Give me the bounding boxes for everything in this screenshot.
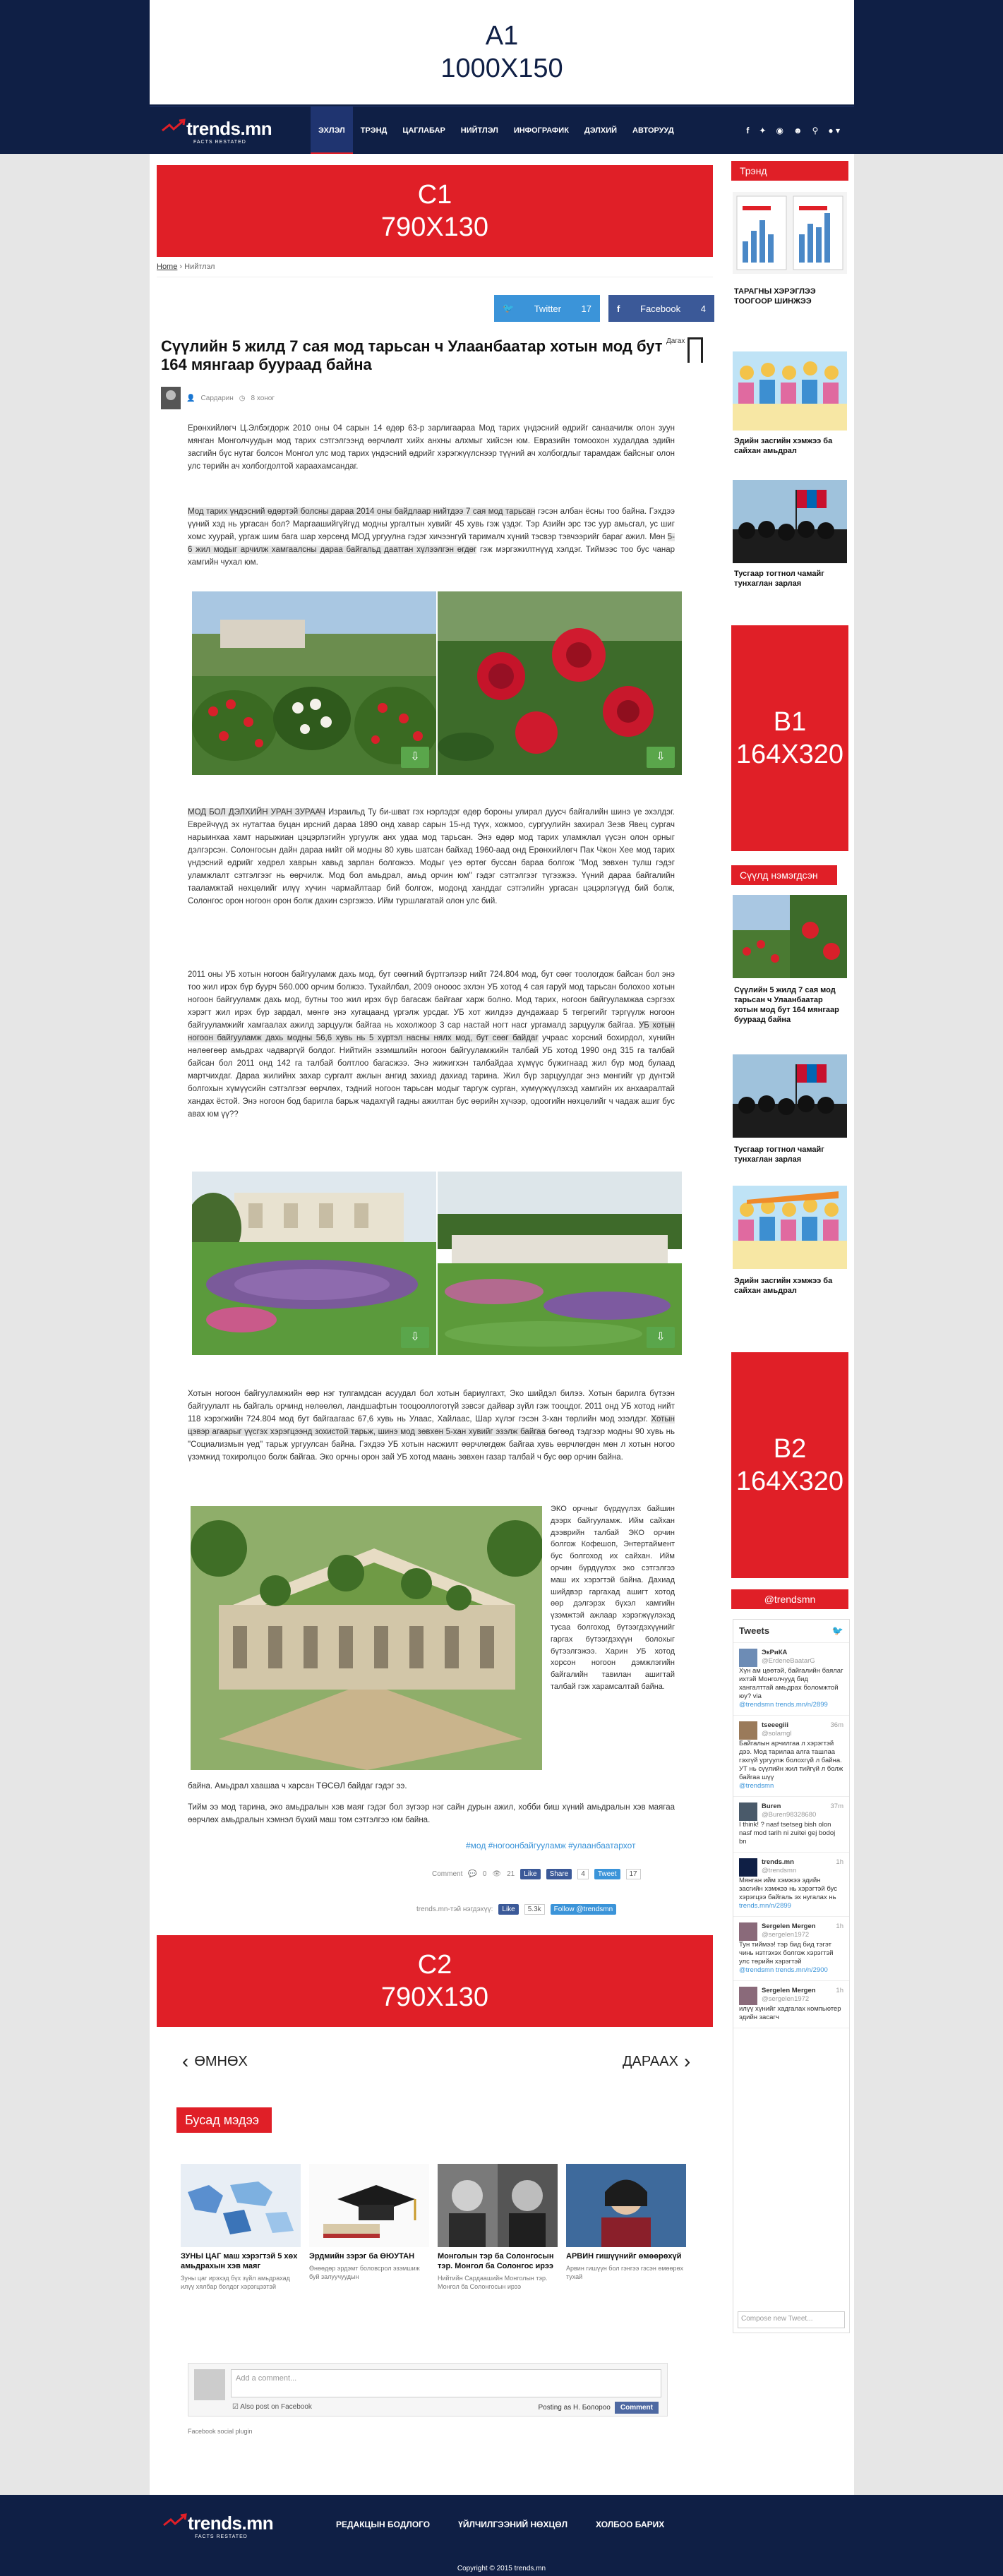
related-title-2: Эрдмийн зэрэг ба ӨЮУТАН [309, 2252, 415, 2261]
article-date: 8 хоног [251, 394, 275, 402]
nav-items [311, 107, 682, 155]
article-subheading[interactable]: МОД БОЛ ДЭЛХИЙН УРАН ЗУРААЧ [188, 808, 325, 817]
related-title-3: Монголын тэр ба Солонгосын тэр. Монгол ба Солонгос ирээ [438, 2252, 554, 2270]
footer-links [336, 2520, 664, 2529]
tweet-text: илүү хүнийг хадгалах компьютер эдийн засагч [739, 2005, 841, 2021]
comment-icon: 💬 [468, 1870, 477, 1878]
ad-c2-size: 790X130 [380, 1982, 489, 2012]
fb-share-count: 4 [577, 1869, 589, 1879]
sidebar-latest-thumb-3[interactable] [733, 1186, 847, 1269]
twitter-widget [733, 1619, 850, 2333]
footer-copyright: Copyright © 2015 trends.mn [457, 2565, 546, 2572]
tweets-header [733, 1620, 849, 1643]
tweet-item[interactable] [733, 1981, 849, 2028]
nav-item-infographic[interactable]: ИНФОГРАФИК [513, 126, 569, 135]
comment-link[interactable]: Comment [432, 1870, 463, 1878]
fb-like-button[interactable]: Like [520, 1869, 540, 1879]
breadcrumb [157, 263, 215, 271]
ad-b1[interactable] [731, 625, 848, 851]
related-excerpt-1: Зуны цаг ирэхэд бүх зүйл амьдрахад илүү хялбар болдог хэрэгцээтэй [181, 2275, 290, 2290]
comment-post-area [539, 2402, 659, 2414]
also-post-checkbox[interactable]: ☑ Also post on Facebook [232, 2403, 312, 2411]
article-paragraph-4 [188, 968, 675, 1121]
sidebar-latest-heading: Сүүлд нэмэгдсэн [731, 865, 837, 885]
nav-item-tsaglabar[interactable]: ЦАГЛАБАР [402, 126, 445, 135]
tweet-text: Байгалын арчилгаа л хэрэгтэй дээ. Мод тарилаа алга ташлаа гэхгүй ургуулж болохгүй л байна. УТ нь сүүлийн жил тийгүй л болж байгаа шүү [739, 1740, 843, 1781]
article-text-2a: гэсэн албан ёсны тоо байна. Гэхдээ үүний хэд нь ургасан бол? Маргаашийгүйгүд модны ургалтын хувийг 45 хувь гэж үздэг. Тэр Азийн эрс тэс уур амьсгал, ус шиг хомс хуурай, ургаж шим бага шар хөрсөнд МОД ургуулна гэдэг хичээнгүй тарималч хүний тэсвэр тэвчээрийг бараг ажил. Мөн [188, 507, 675, 541]
tweet-avatar [739, 1987, 757, 2005]
flag-crowd-image [733, 480, 847, 563]
prev-article-link[interactable] [182, 2050, 248, 2073]
tweet-item[interactable] [733, 1853, 849, 1917]
article-text-4a: 2011 оны УБ хотын ногоон байгууламж дахь мод, бут сөөгний бүртгэлээр нийт 724.804 мод, бут сөөг тоологдож байсан бол энэ тоо жил ирэх бүр буурч 560.000 орчим болжээ. Тухайлбал, 2009 онооос эхлэн УБ хотод 4 сая гаруй мод тарьсан болохоо хотын ногоон байгууламж дахь мод, бутны тоо жил ирэх бүр багасаж байгааг харж болно. Мод тарих, ногоон байгууламжаа сэргээх хэрэгт жил ирэх бүр зардал, мөнгө энэ хугацаанд үргэлж урсдаг. УБ хот жилдээ дундажаар 5 төгрөгийг тэргүүлж ногоон байгууламжийг хамгаалах ажилд зарцуулж байгаа нь хохолжоор 3 сар настай ногт насг ургамалд зарцуулж байгаа. [188, 970, 675, 1030]
ad-b2-size: 164X320 [735, 1467, 844, 1496]
user-group-icon[interactable]: ☻ [793, 126, 803, 136]
tweet-avatar [739, 1721, 757, 1740]
tweet-link[interactable]: @trendsmn trends.mn/n/2900 [739, 1966, 828, 1974]
tweet-text: Хүн ам цөөтэй, байгалийн баялаг ихтэй Монголчууд бид хангалттай амьдрах боломжтой юу? via [739, 1667, 843, 1700]
article-paragraph-7: Тийм ээ мод тарина, эко амьдралын хэв маяг гэдэг бол зүгээр нэг сайн дурын ажил, хобби биш хүний амьдралын хэв маягаа өөрчлөх амьдралын хэмнэл бүхий маш том сэтгэлгээ юм байна. [188, 1803, 675, 1824]
download-icon[interactable]: ⇩ [401, 747, 429, 768]
prev-label: ӨМНӨХ [194, 2053, 248, 2069]
ad-c1-size: 790X130 [380, 212, 489, 242]
article-paragraph-3 [188, 806, 675, 908]
download-icon[interactable]: ⇩ [647, 747, 675, 768]
compose-tweet-input[interactable]: Compose new Tweet... [738, 2311, 845, 2328]
tweet-text: Тун тиймээ! тэр бид бид тэгэт чинь нэтгэхэх болгож хэрэгтэй улс төрийн хэрэгтэй [739, 1941, 834, 1966]
related-excerpt-3: Нийтийн Сардаашийн Монголын тэр. Монгол ба Солонгосын ирээ [438, 2275, 548, 2290]
ad-c1[interactable] [157, 165, 713, 257]
related-image-2 [309, 2164, 429, 2247]
user-menu-icon[interactable]: ● ▾ [828, 126, 840, 136]
rooftop-garden-image [191, 1506, 542, 1770]
tweet-avatar [739, 1649, 757, 1667]
tweet-time: 1h [836, 1987, 843, 1994]
nav-item-world[interactable]: ДЭЛХИЙ [584, 126, 618, 135]
related-title-1: ЗУНЫ ЦАГ маш хэрэгтэй 5 хөх амьдрахын хэв маяг [181, 2252, 298, 2270]
comment-count: 0 [482, 1870, 487, 1878]
footer-logo-text: trends.mn [188, 2512, 274, 2534]
tweet-link[interactable]: trends.mn/n/2899 [739, 1902, 791, 1910]
tweet-handle: @sergelen1972 [762, 1995, 810, 2003]
related-card-4[interactable] [566, 2164, 686, 2281]
sidebar-latest-thumb-1[interactable] [733, 895, 847, 978]
twitter-share-label: Twitter [534, 303, 561, 314]
facebook-icon[interactable]: f [746, 126, 750, 136]
article-highlight-2[interactable]: 5-6 жил модыг арчилж хамгаалсны дараа байгальд даатган хүлээлгэн өгдөг [188, 533, 675, 554]
tweet-count: 17 [626, 1869, 641, 1879]
follow-row [416, 1904, 616, 1915]
woman-portrait-image [566, 2164, 686, 2247]
views-count: 21 [507, 1870, 515, 1878]
fb-page-like-button[interactable]: Like [498, 1904, 518, 1915]
tweet-time: 1h [836, 1858, 843, 1866]
tweet-item[interactable] [733, 1716, 849, 1797]
nav-item-trend[interactable]: ТРЭНД [360, 126, 388, 135]
protest-crowd-image [733, 351, 847, 431]
article-photo-park-1 [192, 1172, 436, 1355]
sidebar-latest-caption-1[interactable]: Сүүлийн 5 жилд 7 сая мод тарьсан ч Улаанбаатар хотын мод бут 164 мянгаар буураад байна [734, 986, 839, 1024]
user-icon: 👤 [186, 394, 196, 402]
infographic-charts-image [733, 192, 847, 274]
article-byline [161, 387, 275, 409]
ad-b2-label: B2 [773, 1434, 807, 1464]
footer-link-policy[interactable]: РЕДАКЦЫН БОДЛОГО [336, 2520, 431, 2529]
related-heading: Бусад мэдээ [176, 2107, 272, 2133]
flag-crowd-thumb-image [733, 1054, 847, 1138]
tweet-item[interactable] [733, 1643, 849, 1716]
article-text-3: Израильд Ту би-шват гэх нэрлэдэг өдөр бороны улирал дуусч байгалийн шинэ үе эхэлдэг. Еврейчүүд эх нутагтаа буцан ирсний дараа 1890 онд хавар сарын 15-нд түүх, хожмоо, сургуулийн захирал Зеэв Явец сургач нарыинхаа хамт нарыжиан цэцэрлэгийн ургуулж анх удаа мод тарьсан. Энэ өдөр мод тарих уламжлал үүсэн олон орныг дэлгэрсэн. Солонгосын дайн дараа нийт ой модны 80 хувь шатсан байхад 1960-аад онд Ерөнхийлөгч Пак Чжон Хее мод тарих үндэсний өдрийг хөдрөл хаврын хавьд зарлан болгожээ. Модыг үеэ өртөг буссан бараа болгож "Мод зөвхөн тулш гэдэг уламжлалт сэтгэлгээг нь өөрчилж. Мод бол амьдрал, амьд орчин юм" гэдэг сэтгэлгээг түгээжээ. Үүний дараа байгалийн тааламжтай нөхцөлийг илүү хүчин чармайлтаар бий болгож, модонд ханддаг сэтгэлийн ургасан цэцэрлэгүүд бий болж, Солонгос орон ногоон орон болж дахин сэргэжээ. Ийм туршлагатай олон улс бий. [188, 808, 675, 905]
sidebar-trend-thumb-2[interactable] [733, 351, 847, 431]
ad-a1-size: 1000X150 [440, 54, 563, 83]
ad-c2-label: C2 [417, 1950, 452, 1980]
tweet-author: trends.mn [762, 1858, 794, 1866]
sidebar-trend-caption-3[interactable]: Тусгаар тогтнол чамайг тунхаглан зарлая [734, 570, 824, 588]
sidebar-latest-thumb-2[interactable] [733, 1054, 847, 1138]
sidebar-trend-thumb-1[interactable] [733, 192, 847, 274]
facebook-share-label: Facebook [640, 303, 681, 314]
breadcrumb-separator: › [179, 263, 183, 271]
nav-icons [746, 107, 840, 155]
article-paragraph-1: Ерөнхийлөгч Ц.Элбэгдорж 2010 оны 04 сарын 14 өдөр 63-р зарлигаараа Мод тарих үндэсний өдрийг санаачилж олон зуун мянган Монголчуудын мод тарих сэтгэлгээнд өөрчлөлт хийх анхны алхмыг хийсэн юм. Евразийн томоохон худалдаа эдийн засгийн бүс нутаг болсон Монгол улс мод тарих үндэсний өдрийг хэрэгжүүлснээр түүний ач холбогдлыг тарамдаж байсныг олон улс төрийн ач холбогдолтой хараахамсандаг. [188, 424, 675, 471]
comment-input[interactable]: Add a comment... [231, 2369, 661, 2397]
portraits-image [438, 2164, 558, 2247]
sidebar-trend-caption-2[interactable]: Эдийн засгийн хэмжээ ба сайхан амьдрал [734, 437, 833, 455]
tweet-author: ЭкРиКА [762, 1649, 788, 1656]
article-paragraph-2 [188, 505, 675, 569]
ad-b1-label: B1 [773, 707, 807, 737]
breadcrumb-current: Нийтлэл [184, 263, 215, 271]
also-post-label: Also post on Facebook [240, 2403, 312, 2411]
article-photo-roses-2 [438, 591, 682, 775]
tweet-text: I think! ? nasf tsetseg bish olon nasf mod tarih ni zuitei gej bodoj bn [739, 1821, 836, 1846]
ad-a1-label: A1 [485, 21, 519, 51]
facebook-plugin-label: Facebook social plugin [188, 2428, 253, 2435]
tweet-link[interactable]: @trendsmn trends.mn/n/2899 [739, 1701, 828, 1709]
roses-garden-image [192, 591, 436, 775]
related-image-3 [438, 2164, 558, 2247]
bookmark-icon [687, 337, 703, 363]
graduation-cap-image [309, 2164, 429, 2247]
world-map-image [181, 2164, 301, 2247]
related-image-1 [181, 2164, 301, 2247]
commenter-avatar [194, 2369, 225, 2400]
breadcrumb-home[interactable]: Home [157, 263, 178, 271]
tweet-handle: @sergelen1972 [762, 1931, 810, 1939]
logo-swoosh-icon [162, 2512, 188, 2532]
author-avatar[interactable] [161, 387, 181, 409]
tweet-author: Sergelen Mergen [762, 1987, 816, 1994]
related-excerpt-2: Өнөөдөр эрдэмт боловсрол эзэмшиж буй залуучуудын [309, 2265, 420, 2280]
tweet-avatar [739, 1922, 757, 1941]
related-excerpt-4: Арвин гишүүн бол гэнгээ гэсэн өмөөрөх тухай [566, 2265, 684, 2280]
tweet-author: Buren [762, 1802, 781, 1810]
tweet-author: Sergelen Mergen [762, 1922, 816, 1930]
rose-closeup-image [438, 591, 682, 775]
sidebar-trend-caption-1[interactable]: ТАРАГНЫ ХЭРЭГЛЭЭ ТООГООР ШИНЖЭЭ [734, 287, 816, 306]
sidebar-trend-heading: Трэнд [731, 161, 848, 181]
fb-page-like-count: 5.3k [524, 1904, 545, 1915]
tweet-handle: @solamgl [762, 1730, 792, 1738]
footer [0, 2495, 1003, 2576]
tweet-handle: @ErdeneBaatarG [762, 1657, 815, 1665]
main-nav [150, 106, 854, 154]
chevron-left-icon: ‹ [182, 2050, 189, 2072]
facebook-share-count: 4 [700, 303, 706, 314]
twitter-follow-button[interactable]: Follow @trendsmn [551, 1904, 617, 1915]
ad-c2[interactable] [157, 1935, 713, 2027]
chevron-right-icon: › [683, 2050, 691, 2072]
article-highlight-4[interactable]: Хотын цэвэр агаарыг үүсгэх хэрэгцээнд зохистой тарьж, шинэ мод зөвхөн 5-хан хувийг эзэлж байгаа [188, 1415, 675, 1436]
article-highlight-1[interactable]: Мод тарих үндэсний өдөртэй болсны дараа 2014 оны байдлаар нийтдээ 7 сая мод тарьсан [188, 507, 536, 516]
logo-tagline: FACTS RESTATED [193, 140, 246, 145]
twitter-bird-icon: 🐦 [831, 1625, 843, 1636]
tweet-handle: @trendsmn [762, 1867, 797, 1874]
facebook-f-icon: f [617, 303, 620, 314]
sidebar-trend-thumb-3[interactable] [733, 480, 847, 563]
next-label: ДАРААХ [623, 2053, 678, 2069]
footer-link-contact[interactable]: ХОЛБОО БАРИХ [596, 2520, 665, 2529]
related-title-4: АРВИН гишүүнийг өмөөрөхүй [566, 2252, 682, 2261]
next-article-link[interactable] [623, 2050, 690, 2073]
twitter-bird-icon: 🐦 [503, 303, 515, 313]
search-icon[interactable]: ⚲ [812, 126, 819, 136]
roses-thumb-image [733, 895, 847, 978]
tweet-time: 1h [836, 1922, 843, 1930]
article-photo-rooftop [191, 1506, 542, 1770]
fb-follow-text: trends.mn-тэй нэгдэхүү: [416, 1906, 493, 1913]
twitter-icon[interactable]: ✦ [759, 126, 767, 136]
article-meta-row [432, 1869, 641, 1879]
article-highlight-3[interactable]: УБ хотын ногоон байгууламж дахь модны 56,6 хувь нь 5 хүртэл насны нялх мод, бут сөөг байдаг [188, 1021, 675, 1042]
twitter-share-count: 17 [581, 303, 591, 314]
sidebar-latest-caption-2[interactable]: Тусгаар тогтнол чамайг тунхаглан зарлая [734, 1145, 824, 1164]
article-text-5a: Хотын ногоон байгууламжийн өөр нэг тулгамдсан асуудал бол хотын бариулгахт, Эко шийдэл билээ. Хотын барилга бүтээн байгуулалт нь байгаль орчинд нөлөөлөл, ландшафтын тооцооллоготүй зэвсэг дайвар зүйл гэж тооцдог. 2011 онд УБ хотод нийт 118 хэрэгжийн 724.804 мод бут байгаагаас 67,6 хувь нь Улаас, Хайлаас, Шар хүлэг гэсэн 3-хан төрлийн мод эзэлдэг. [188, 1390, 675, 1424]
tweets-label: Tweets [739, 1625, 770, 1636]
logo-text: trends.mn [186, 118, 272, 139]
article-paragraph-5 [188, 1388, 675, 1464]
posting-as-label: Posting as Н. Болороо [538, 2404, 611, 2412]
tweet-item[interactable] [733, 1917, 849, 1981]
article-paragraph-6: ЭКО орчныг бүрдүүлэх байшин дээрх байгууламж. Ийм сайхан дээврийн талбай ЭКО орчин болгож Кофешоп, Энтертаймент бус болгоход их сайхан. Ийм орчин бүрдүүлэх эко сэтгэлгээ маш их хэрэгтэй байна. Дахиад шийдвэр гаргахад ашигт хотод өөр дэлгэрэх бүхэл хамгийн үзэмжтэй ажлаар хэрэгжүүлэхэд тусаа болгоход бүтээгдэхүүнийг гаргах бүтээгдэхүүн болохыг бүтээлгэжээ. Харин УБ хотод хорсон ногоон дэмжлэгийн байгалийн тавилан ашигтай талбай гэж харамсалтай байна. [551, 1505, 675, 1691]
related-image-4 [566, 2164, 686, 2247]
related-card-3[interactable] [438, 2164, 558, 2291]
ad-a1[interactable] [150, 0, 854, 104]
park-building-image [192, 1172, 436, 1355]
article-paragraph-6-tail: байна. Амьдрал хаашаа ч харсан ТӨСӨЛ байдаг гэдэг ээ. [188, 1782, 407, 1790]
download-icon[interactable]: ⇩ [647, 1327, 675, 1348]
site-logo[interactable] [161, 118, 272, 145]
views-icon: 👁 [492, 1870, 502, 1878]
comment-submit-button[interactable]: Comment [615, 2402, 659, 2414]
tweet-time: 37m [830, 1802, 843, 1810]
nav-item-articles[interactable]: НИЙТЛЭЛ [460, 126, 498, 135]
tweet-avatar [739, 1858, 757, 1877]
sidebar-latest-caption-3[interactable]: Эдийн засгийн хэмжээ ба сайхан амьдрал [734, 1277, 833, 1295]
tweet-item[interactable] [733, 1797, 849, 1853]
tweet-handle: @Buren98328680 [762, 1811, 817, 1819]
bookmark-button[interactable] [666, 337, 703, 363]
tweet-avatar [739, 1802, 757, 1821]
facebook-comments [188, 2363, 668, 2416]
footer-logo-tagline: FACTS RESTATED [195, 2534, 248, 2539]
park-fence-image [438, 1172, 682, 1355]
article-text-5b: бөгөөд тэдгээр модны 90 хувь нь "Социализмын үед" тарьж ургуулсан байна. Гэхдээ УБ хотын насжилт өөрчлөгдөж байгаа хувь өөрчлөгдөн мөн л хотын ногоо үзэмжид тохиролцоо болж байгаа. Эко орчны орон зай УБ хотод маань зөвхөн газар талбай ч бус өөр орчин байна. [188, 1428, 675, 1462]
author-name[interactable]: Сардарин [200, 394, 234, 402]
related-card-1[interactable] [181, 2164, 301, 2291]
twitter-share-button[interactable] [494, 295, 600, 322]
article-photo-park-2 [438, 1172, 682, 1355]
ad-b2[interactable] [731, 1352, 848, 1578]
nav-item-authors[interactable]: АВТОРУУД [632, 126, 674, 135]
article-photo-roses-1 [192, 591, 436, 775]
tweet-text: Мянган ийм хэмжээ эдийн засгийн хэмжээ нь хэрэгтэй бус хэрэгцээ байгаль эх нугалах нь [739, 1877, 837, 1901]
tweet-link[interactable]: @trendsmn [739, 1782, 774, 1790]
tweet-button[interactable]: Tweet [594, 1869, 620, 1879]
sidebar-twitter-heading: @trendsmn [731, 1589, 848, 1609]
rss-icon[interactable]: ◉ [776, 126, 783, 136]
nav-item-home[interactable]: ЭХЛЭЛ [311, 107, 353, 155]
ad-b1-size: 164X320 [735, 740, 844, 769]
download-icon[interactable]: ⇩ [401, 1327, 429, 1348]
bookmark-label: Дагах [666, 337, 685, 345]
footer-link-terms[interactable]: ҮЙЛЧИЛГЭЭНИЙ НӨХЦӨЛ [458, 2520, 568, 2529]
tweet-author: tseeegiii [762, 1721, 789, 1729]
facebook-share-button[interactable] [608, 295, 714, 322]
article-text-4b: учраас хорсний бохирдол, хүнийн нөлөөгөөр амьдрах чадваргүй болдог. Нийтийн эзэмшлийн ногоон байгууламжийн талбай УБ хотод 1990 онд 315 га талбай байсан бол 2011 онд 142 га талбай болтлоо багасжээ. Энэ жижигхэн талбайдаа хүмүүс бүжигнаад жил бүр мод булаад мартчихдаг. Дараа жилийнх захар сургалт ажлын ангид захиад дахиад тарина. Жил бүр зарцуулдаг энэ мөнгийг үр дүнтэй болгохын хүмүүсийн сэтгэлгээг өөрчлөх, тэдний ногоон тарьсан модыг таргуж сурган, хүмүүжүүлэхэд хамгийн их анхааралтай хандах ёстой. Энэ ногоон бод баригла барьж чадахгүй гадны ажилтан бус өөрийн хүчээр, одоогийн нөхцөлийг ч чадаж ашиг бус авах юм үү?? [188, 1034, 675, 1119]
protest-thumb-image [733, 1186, 847, 1269]
fb-share-button[interactable]: Share [546, 1869, 572, 1879]
clock-icon: ◷ [239, 394, 246, 402]
ad-c1-label: C1 [417, 180, 452, 210]
article-title: Сүүлийн 5 жилд 7 сая мод тарьсан ч Улаанбаатар хотын мод бут 164 мянгаар буураад байна [161, 337, 663, 373]
related-card-2[interactable] [309, 2164, 429, 2281]
logo-swoosh-icon [161, 118, 186, 138]
tweet-time: 36m [830, 1721, 843, 1729]
article-text-2b: гэж мэргэжилтнүүд хэлдэг. Тиймээс тоо бус чанар хамгийн чухал юм. [188, 546, 675, 567]
article-hashtags[interactable]: #мод #ногоонбайгууламж #улаанбаатархот [466, 1841, 636, 1850]
